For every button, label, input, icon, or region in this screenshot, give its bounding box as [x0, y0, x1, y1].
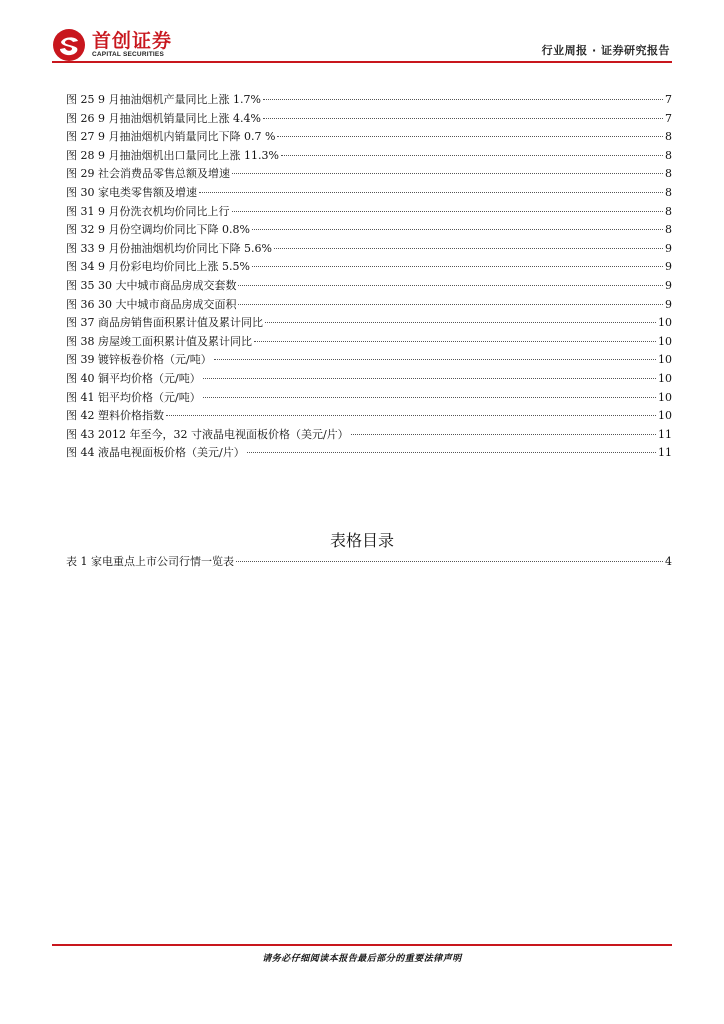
- toc-entry-page[interactable]: 7: [665, 93, 672, 106]
- logo-english-name: CAPITAL SECURITIES: [92, 51, 164, 58]
- toc-leader-dots: [203, 378, 656, 379]
- toc-entry[interactable]: [66, 370, 672, 389]
- toc-leader-dots: [254, 341, 656, 342]
- toc-entry-page[interactable]: 11: [658, 427, 672, 441]
- toc-entry-label[interactable]: 图 30 家电类零售额及增速: [66, 185, 197, 199]
- toc-entry-label[interactable]: 图 44 液晶电视面板价格（美元/片）: [66, 446, 245, 460]
- toc-entry-label[interactable]: 图 37 商品房销售面积累计值及累计同比: [66, 316, 263, 330]
- toc-leader-dots: [351, 434, 656, 435]
- toc-entry-label[interactable]: 图 43 2012 年至今，32 寸液晶电视面板价格（美元/片）: [66, 427, 349, 441]
- toc-entry-page[interactable]: 9: [665, 241, 672, 255]
- toc-entry-label[interactable]: 图 25 9 月抽油烟机产量同比上涨 1.7%: [66, 93, 261, 106]
- toc-entry[interactable]: [66, 351, 672, 370]
- toc-entry-page[interactable]: 10: [658, 334, 672, 348]
- toc-entry-page[interactable]: 8: [665, 185, 672, 199]
- toc-entry[interactable]: [66, 128, 672, 147]
- toc-leader-dots: [281, 155, 663, 156]
- toc-entry-label[interactable]: 图 36 30 大中城市商品房成交面积: [66, 297, 237, 311]
- toc-leader-dots: [265, 322, 656, 323]
- toc-entry[interactable]: [66, 184, 672, 203]
- toc-leader-dots: [277, 136, 663, 137]
- toc-entry[interactable]: [66, 389, 672, 408]
- toc-entry-label[interactable]: 图 40 铜平均价格（元/吨）: [66, 371, 201, 385]
- figures-toc-list: [66, 91, 672, 463]
- toc-leader-dots: [199, 192, 663, 193]
- toc-leader-dots: [263, 118, 663, 119]
- toc-entry-label[interactable]: 图 39 镀锌板卷价格（元/吨）: [66, 353, 212, 367]
- toc-entry-label[interactable]: 图 34 9 月份彩电均价同比上涨 5.5%: [66, 260, 250, 274]
- toc-leader-dots: [247, 452, 656, 453]
- toc-entry-page[interactable]: 9: [665, 278, 672, 292]
- toc-entry[interactable]: [66, 296, 672, 315]
- toc-leader-dots: [238, 304, 663, 305]
- toc-entry-label[interactable]: 表 1 家电重点上市公司行情一览表: [66, 555, 234, 568]
- toc-entry-page[interactable]: 10: [658, 390, 672, 404]
- toc-entry[interactable]: [66, 407, 672, 426]
- toc-entry-label[interactable]: 图 28 9 月抽油烟机出口量同比上涨 11.3%: [66, 148, 279, 162]
- toc-leader-dots: [236, 561, 663, 562]
- toc-entry[interactable]: [66, 444, 672, 463]
- toc-entry-page[interactable]: 11: [658, 446, 672, 460]
- toc-entry[interactable]: [66, 165, 672, 184]
- toc-entry-label[interactable]: 图 31 9 月份洗衣机均价同比上行: [66, 204, 230, 218]
- toc-entry-label[interactable]: 图 29 社会消费品零售总额及增速: [66, 167, 230, 181]
- toc-entry[interactable]: [66, 240, 672, 259]
- toc-entry[interactable]: [66, 333, 672, 352]
- toc-entry-label[interactable]: 图 33 9 月份抽油烟机均价同比下降 5.6%: [66, 241, 272, 255]
- toc-entry-label[interactable]: 图 32 9 月份空调均价同比下降 0.8%: [66, 223, 250, 237]
- toc-leader-dots: [214, 359, 656, 360]
- toc-entry[interactable]: [66, 91, 672, 110]
- toc-entry[interactable]: [66, 203, 672, 222]
- toc-entry-page[interactable]: 10: [658, 409, 672, 423]
- toc-leader-dots: [203, 397, 656, 398]
- toc-leader-dots: [274, 248, 663, 249]
- toc-entry-page[interactable]: 10: [658, 353, 672, 367]
- toc-entry-label[interactable]: 图 42 塑料价格指数: [66, 409, 164, 423]
- toc-entry-page[interactable]: 8: [665, 223, 672, 237]
- toc-entry[interactable]: [66, 426, 672, 445]
- toc-leader-dots: [252, 229, 663, 230]
- report-type-label: 行业周报 · 证券研究报告: [541, 44, 670, 57]
- company-logo: [52, 28, 172, 62]
- toc-entry-page[interactable]: 9: [665, 260, 672, 274]
- toc-entry-label[interactable]: 图 26 9 月抽油烟机销量同比上涨 4.4%: [66, 111, 261, 125]
- toc-entry-page[interactable]: 8: [665, 130, 672, 144]
- header-divider: [52, 61, 672, 63]
- toc-entry[interactable]: [66, 277, 672, 296]
- toc-leader-dots: [232, 211, 664, 212]
- toc-entry[interactable]: [66, 314, 672, 333]
- toc-entry-page[interactable]: 8: [665, 148, 672, 162]
- toc-entry-page[interactable]: 4: [665, 555, 672, 568]
- toc-entry-page[interactable]: 10: [658, 371, 672, 385]
- toc-leader-dots: [252, 266, 663, 267]
- toc-leader-dots: [232, 173, 663, 174]
- toc-entry-label[interactable]: 图 35 30 大中城市商品房成交套数: [66, 278, 237, 292]
- toc-entry[interactable]: [66, 110, 672, 129]
- toc-entry-label[interactable]: 图 41 铝平均价格（元/吨）: [66, 390, 201, 404]
- toc-entry-page[interactable]: 10: [658, 316, 672, 330]
- tables-toc-title: 表格目录: [329, 531, 394, 550]
- tables-toc-list: [66, 553, 672, 572]
- page-header: [52, 28, 672, 62]
- toc-entry[interactable]: [66, 553, 672, 572]
- toc-entry-page[interactable]: 9: [665, 297, 672, 311]
- footer-disclaimer: 请务必仔细阅读本报告最后部分的重要法律声明: [262, 954, 462, 964]
- toc-entry[interactable]: [66, 147, 672, 166]
- logo-emblem-icon: [52, 28, 86, 62]
- logo-chinese-name: 首创证券: [92, 30, 173, 52]
- toc-leader-dots: [263, 99, 663, 100]
- footer-divider: [52, 944, 672, 946]
- toc-leader-dots: [238, 285, 663, 286]
- toc-entry-page[interactable]: 8: [665, 204, 672, 218]
- toc-entry-label[interactable]: 图 38 房屋竣工面积累计值及累计同比: [66, 334, 252, 348]
- toc-leader-dots: [166, 415, 656, 416]
- toc-entry-page[interactable]: 8: [665, 167, 672, 181]
- toc-entry[interactable]: [66, 258, 672, 277]
- toc-entry[interactable]: [66, 221, 672, 240]
- toc-entry-label[interactable]: 图 27 9 月抽油烟机内销量同比下降 0.7 %: [66, 130, 276, 144]
- toc-entry-page[interactable]: 7: [665, 111, 672, 125]
